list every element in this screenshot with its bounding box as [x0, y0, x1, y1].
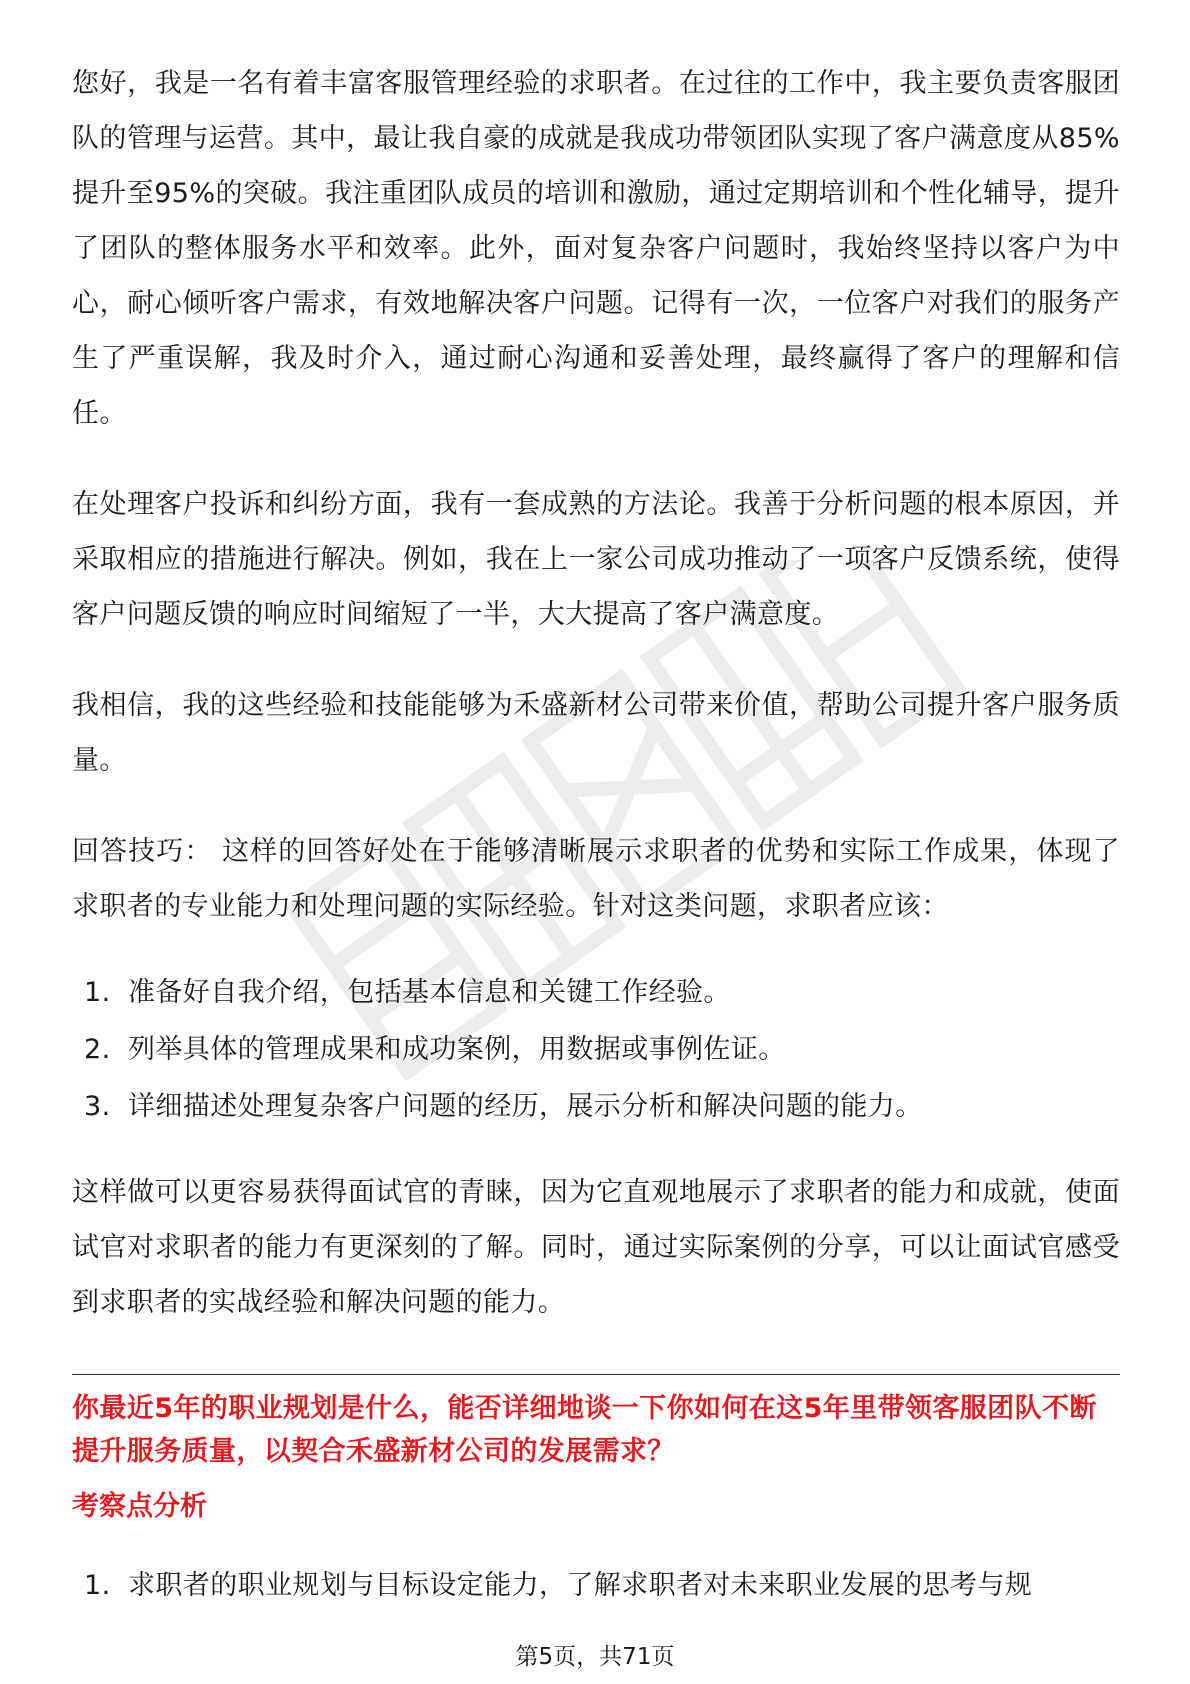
list-item-text: 详细描述处理复杂客户问题的经历，展示分析和解决问题的能力。: [128, 1091, 923, 1122]
answer-paragraph-3: 我相信，我的这些经验和技能能够为禾盛新材公司带来价值，帮助公司提升客户服务质量。: [72, 690, 1120, 776]
interview-question: 你最近5年的职业规划是什么，能否详细地谈一下你如何在这5年里带领客服团队不断提升服务质量，以契合禾盛新材公司的发展需求？: [72, 1393, 1097, 1467]
list-item-number: 2.: [84, 1034, 111, 1065]
list-item-text: 准备好自我介绍，包括基本信息和关键工作经验。: [128, 977, 731, 1008]
list-item-number: 1.: [84, 977, 111, 1008]
list-item: [72, 964, 1120, 1021]
tips-list: [72, 964, 1120, 1135]
section-title: 考察点分析: [72, 1491, 207, 1522]
list-item-text: 求职者的职业规划与目标设定能力，了解求职者对未来职业发展的思考与规: [128, 1570, 1033, 1601]
page-number: 第5页，共71页: [515, 1644, 675, 1670]
list-item-text: 列举具体的管理成果和成功案例，用数据或事例佐证。: [128, 1034, 786, 1065]
answer-tips-paragraph: 回答技巧： 这样的回答好处在于能够清晰展示求职者的优势和实际工作成果，体现了求职者的专业能力和处理问题的实际经验。针对这类问题，求职者应该：: [72, 836, 1120, 922]
list-item: [72, 1557, 1120, 1614]
answer-paragraph-1: 您好，我是一名有着丰富客服管理经验的求职者。在过往的工作中，我主要负责客服团队的管理与运营。其中，最让我自豪的成就是我成功带领团队实现了客户满意度从85%提升至95%的突破。我注重团队成员的培训和激励，通过定期培训和个性化辅导，提升了团队的整体服务水平和效率。此外，面对复杂客户问题时，我始终坚持以客户为中心，耐心倾听客户需求，有效地解决客户问题。记得有一次，一位客户对我们的服务产生了严重误解，我及时介入，通过耐心沟通和妥善处理，最终赢得了客户的理解和信任。: [72, 68, 1120, 429]
analysis-points-list: [72, 1557, 1120, 1614]
list-item-number: 3.: [84, 1091, 111, 1122]
document-body: [72, 56, 1120, 1614]
summary-paragraph: 这样做可以更容易获得面试官的青睐，因为它直观地展示了求职者的能力和成就，使面试官对求职者的能力有更深刻的了解。同时，通过实际案例的分享，可以让面试官感受到求职者的实战经验和解决问题的能力。: [72, 1177, 1120, 1318]
list-item: [72, 1078, 1120, 1135]
list-item-number: 1.: [84, 1570, 111, 1601]
list-item: [72, 1021, 1120, 1078]
answer-paragraph-2: 在处理客户投诉和纠纷方面，我有一套成熟的方法论。我善于分析问题的根本原因，并采取相应的措施进行解决。例如，我在上一家公司成功推动了一项客户反馈系统，使得客户问题反馈的响应时间缩短了一半，大大提高了客户满意度。: [72, 489, 1120, 630]
